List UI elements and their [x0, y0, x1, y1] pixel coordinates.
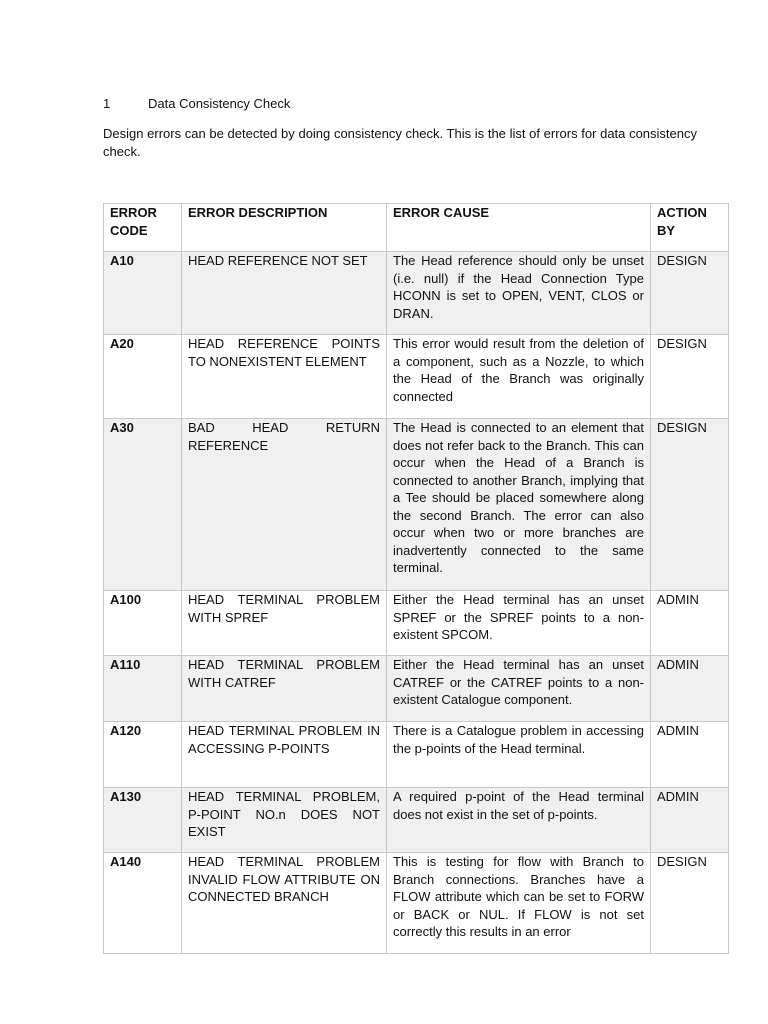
error-cause-cell: The Head is connected to an element that does not refer back to the Branch. This can occur when the Head of a Branch is connected to another Branch, implying that a Tee should be placed somewhere along the second Branch. The error can also occur when two or more branches are inadvertently connected to the same terminal.	[387, 419, 651, 591]
error-table	[103, 203, 729, 954]
error-code-cell: A120	[104, 722, 182, 788]
action-by-cell: ADMIN	[651, 656, 729, 722]
error-code-cell: A130	[104, 788, 182, 853]
error-cause-cell: There is a Catalogue problem in accessing the p-points of the Head terminal.	[387, 722, 651, 788]
error-description-cell: HEAD TERMINAL PROBLEM, P-POINT NO.n DOES NOT EXIST	[182, 788, 387, 853]
error-code-cell: A100	[104, 591, 182, 656]
error-code-cell: A20	[104, 335, 182, 419]
action-by-cell: DESIGN	[651, 335, 729, 419]
header-error-cause: ERROR CAUSE	[387, 204, 651, 252]
error-cause-cell: The Head reference should only be unset (i.e. null) if the Head Connection Type HCONN is set to OPEN, VENT, CLOS or DRAN.	[387, 252, 651, 335]
table-row	[104, 252, 729, 335]
error-cause-cell: A required p-point of the Head terminal does not exist in the set of p-points.	[387, 788, 651, 853]
error-description-cell: HEAD TERMINAL PROBLEM WITH SPREF	[182, 591, 387, 656]
error-description-cell: BAD HEAD RETURN REFERENCE	[182, 419, 387, 591]
error-description-cell: HEAD TERMINAL PROBLEM INVALID FLOW ATTRIBUTE ON CONNECTED BRANCH	[182, 853, 387, 954]
action-by-cell: ADMIN	[651, 591, 729, 656]
table-row	[104, 591, 729, 656]
error-cause-cell: Either the Head terminal has an unset SPREF or the SPREF points to a non-existent SPCOM.	[387, 591, 651, 656]
action-by-cell: DESIGN	[651, 419, 729, 591]
error-description-cell: HEAD REFERENCE NOT SET	[182, 252, 387, 335]
table-row	[104, 656, 729, 722]
header-error-code: ERROR CODE	[104, 204, 182, 252]
section-heading	[103, 96, 290, 112]
header-action-by: ACTION BY	[651, 204, 729, 252]
error-code-cell: A30	[104, 419, 182, 591]
error-code-cell: A10	[104, 252, 182, 335]
error-code-cell: A110	[104, 656, 182, 722]
table-row	[104, 335, 729, 419]
table-row	[104, 853, 729, 954]
table-row	[104, 419, 729, 591]
section-number: 1	[103, 96, 111, 111]
action-by-cell: ADMIN	[651, 788, 729, 853]
intro-paragraph: Design errors can be detected by doing consistency check. This is the list of errors for data consistency check.	[103, 126, 697, 159]
table-row	[104, 788, 729, 853]
error-cause-cell: Either the Head terminal has an unset CATREF or the CATREF points to a non-existent Catalogue component.	[387, 656, 651, 722]
error-description-cell: HEAD REFERENCE POINTS TO NONEXISTENT ELEMENT	[182, 335, 387, 419]
error-cause-cell: This is testing for flow with Branch to Branch connections. Branches have a FLOW attribute which can be set to FORW or BACK or NUL. If FLOW is not set correctly this results in an error	[387, 853, 651, 954]
action-by-cell: DESIGN	[651, 853, 729, 954]
table-row	[104, 722, 729, 788]
error-cause-cell: This error would result from the deletion of a component, such as a Nozzle, to which the Head of the Branch was originally connected	[387, 335, 651, 419]
action-by-cell: ADMIN	[651, 722, 729, 788]
error-code-cell: A140	[104, 853, 182, 954]
header-error-description: ERROR DESCRIPTION	[182, 204, 387, 252]
action-by-cell: DESIGN	[651, 252, 729, 335]
section-title: Data Consistency Check	[148, 96, 291, 111]
error-description-cell: HEAD TERMINAL PROBLEM WITH CATREF	[182, 656, 387, 722]
error-description-cell: HEAD TERMINAL PROBLEM IN ACCESSING P-POINTS	[182, 722, 387, 788]
table-header-row	[104, 204, 729, 252]
